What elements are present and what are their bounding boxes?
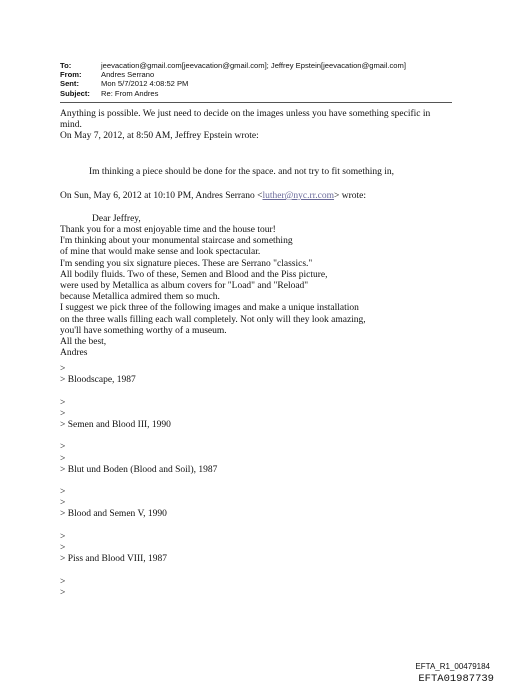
list-line: > <box>60 487 66 498</box>
letter-line: on the three walls filling each wall completely. Not only will they look amazing, <box>60 314 366 325</box>
sent-row <box>60 79 406 88</box>
letter-line: because Metallica admired them so much. <box>60 292 220 303</box>
letter-greeting: Dear Jeffrey, <box>92 214 141 224</box>
letter-line: I'm sending you six signature pieces. These are Serrano "classics." <box>60 258 313 269</box>
letter-line: Thank you for a most enjoyable time and the house tour! <box>60 225 276 235</box>
letter-line: I'm thinking about your monumental staircase and something <box>60 236 293 247</box>
quoted-attribution-suffix: > wrote: <box>334 191 367 201</box>
list-line: > <box>60 498 66 509</box>
list-line <box>60 565 440 576</box>
list-line: > Blood and Semen V, 1990 <box>60 509 167 520</box>
header-divider <box>60 102 452 103</box>
from-row <box>60 70 406 79</box>
letter-line: Andres <box>60 348 88 359</box>
email-header <box>60 61 406 98</box>
list-line: > <box>60 587 66 598</box>
list-line: > <box>60 453 66 464</box>
to-value: jeevacation@gmail.com[jeevacation@gmail.com]; Jeffrey Epstein[jeevacation@gmail.com] <box>101 61 406 70</box>
list-line: > <box>60 397 66 408</box>
letter-line: of mine that would make sense and look spectacular. <box>60 247 261 258</box>
from-label: From: <box>60 70 82 80</box>
reply-attribution: On May 7, 2012, at 8:50 AM, Jeffrey Epstein wrote: <box>60 131 259 141</box>
list-line <box>60 476 440 487</box>
letter-line: All bodily fluids. Two of these, Semen and Blood and the Piss picture, <box>60 269 328 280</box>
subject-label: Subject: <box>60 88 90 98</box>
list-line: > Bloodscape, 1987 <box>60 375 136 386</box>
list-line: > <box>60 442 66 453</box>
bates-number-large: EFTA01987739 <box>418 673 494 685</box>
reply-line-1: Anything is possible. We just need to decide on the images unless you have something specific in <box>60 109 431 119</box>
quoted-message: Im thinking a piece should be done for the space. and not try to fit something in, <box>89 167 394 177</box>
sent-value: Mon 5/7/2012 4:08:52 PM <box>101 79 189 89</box>
subject-value: Re: From Andres <box>101 88 159 98</box>
list-line <box>60 431 440 442</box>
list-line: > <box>60 408 66 419</box>
letter-line: were used by Metallica as album covers for "Load" and "Reload" <box>60 281 309 292</box>
image-list <box>60 364 440 599</box>
sender-email-link[interactable]: luther@nyc.rr.com <box>262 191 335 201</box>
letter-line: I suggest we pick three of the following images and make a unique installation <box>60 303 359 314</box>
letter-body <box>60 225 366 359</box>
quoted-attribution <box>60 191 366 202</box>
to-row <box>60 61 406 70</box>
list-line: > Blut und Boden (Blood and Soil), 1987 <box>60 464 218 475</box>
to-label: To: <box>60 61 72 70</box>
letter-line: All the best, <box>60 337 107 348</box>
list-line: > <box>60 531 66 542</box>
subject-row <box>60 89 406 98</box>
list-line: > Piss and Blood VIII, 1987 <box>60 554 168 565</box>
from-value: Andres Serrano <box>101 70 155 80</box>
list-line: > <box>60 543 66 553</box>
quoted-attribution-prefix: On Sun, May 6, 2012 at 10:10 PM, Andres Serrano < <box>60 191 263 201</box>
list-line: > <box>60 364 66 374</box>
letter-line: you'll have something worthy of a museum. <box>60 325 227 336</box>
reply-line-2: mind. <box>60 120 82 130</box>
sent-label: Sent: <box>60 79 79 89</box>
list-line: > Semen and Blood III, 1990 <box>60 419 171 430</box>
list-line <box>60 521 440 532</box>
bates-number-small: EFTA_R1_00479184 <box>415 662 490 671</box>
list-line: > <box>60 576 66 587</box>
list-line <box>60 386 440 397</box>
